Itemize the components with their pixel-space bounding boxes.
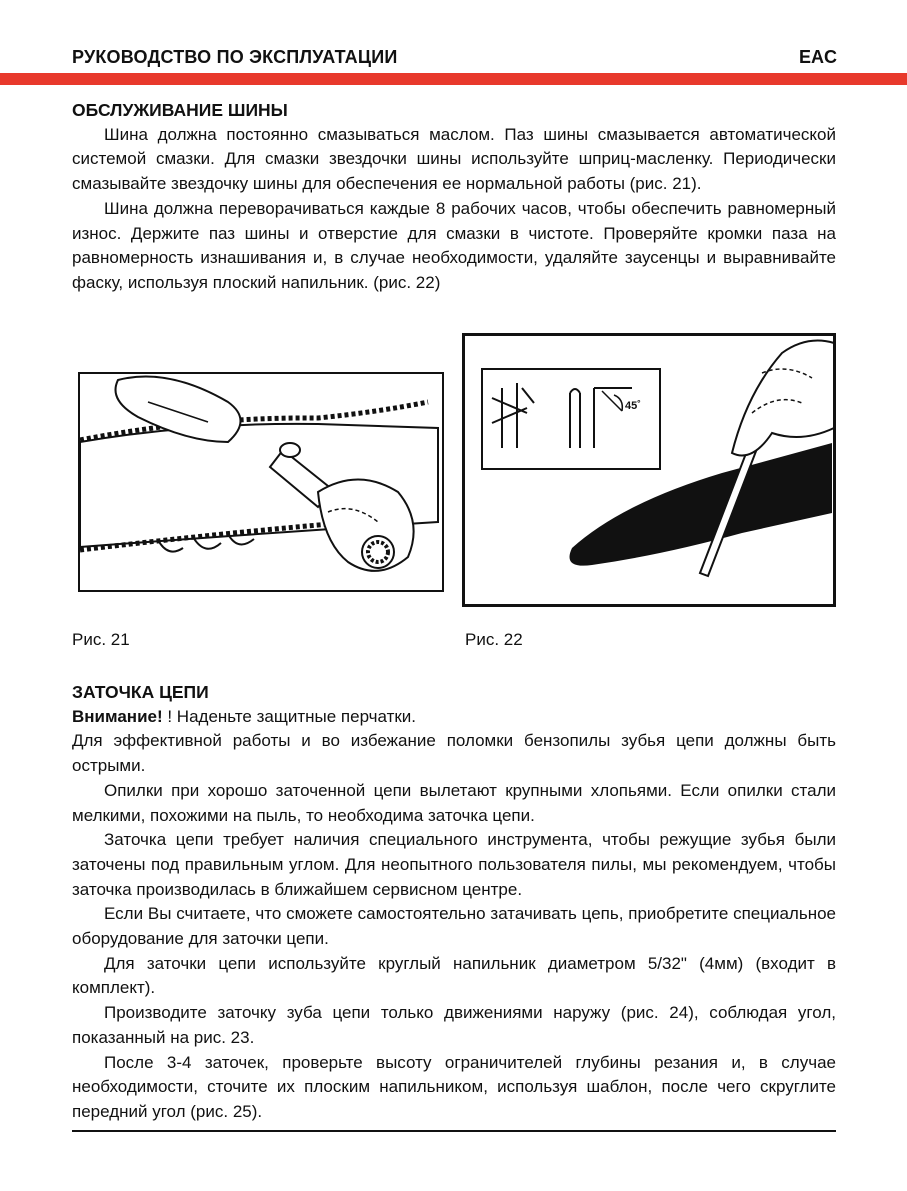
- angle-label: 45˚: [625, 400, 641, 412]
- footer-rule: [72, 1130, 836, 1132]
- certification-mark: EAC: [798, 47, 837, 67]
- section-bar-maintenance: [72, 98, 836, 296]
- paragraph: Шина должна постоянно смазываться маслом. Паз шины смазывается автоматической системой смазки. Для смазки звездочки шины используйте шприц-масленку. Периодически смазывайте звездочку шины для обеспечения ее нормальной работы (рис. 21).: [72, 124, 836, 194]
- warning-label: Внимание!: [72, 706, 163, 726]
- header-accent-bar: [0, 73, 907, 85]
- paragraph: Для эффективной работы и во избежание поломки бензопилы зубья цепи должны быть острыми.: [72, 731, 836, 776]
- section-heading: ЗАТОЧКА ЦЕПИ: [72, 682, 209, 702]
- warning-line: [72, 705, 836, 730]
- paragraph: Если Вы считаете, что сможете самостоятельно затачивать цепь, приобретите специальное оборудование для заточки цепи.: [72, 904, 836, 949]
- figure-21-caption: Рис. 21: [72, 630, 130, 649]
- page-header-title: РУКОВОДСТВО ПО ЭКСПЛУАТАЦИИ: [72, 47, 398, 67]
- paragraph: Шина должна переворачиваться каждые 8 рабочих часов, чтобы обеспечить равномерный износ. Держите паз шины и отверстие для смазки в чистоте. Проверяйте кромки паза на равномерность изнашивания и, в случае необходимости, удаляйте заусенцы и выравнивайте фаску, используя плоский напильник. (рис. 22): [72, 198, 836, 292]
- paragraph: Опилки при хорошо заточенной цепи вылетают крупными хлопьями. Если опилки стали мелкими, похожими на пыль, то необходима заточка цепи.: [72, 780, 836, 825]
- figure-22-caption: Рис. 22: [465, 630, 523, 649]
- paragraph: Производите заточку зуба цепи только движениями наружу (рис. 24), соблюдая угол, показанный на рис. 23.: [72, 1003, 836, 1047]
- warning-text: ! Наденьте защитные перчатки.: [162, 706, 417, 726]
- section-heading: ОБСЛУЖИВАНИЕ ШИНЫ: [72, 100, 288, 120]
- figure-21-illustration: [78, 372, 444, 592]
- paragraph: После 3-4 заточек, проверьте высоту ограничителей глубины резания и, в случае необходимости, сточите их плоским напильником, используя шаблон, после чего скруглите передний угол (рис. 25).: [72, 1052, 836, 1121]
- figure-22-illustration: [462, 333, 836, 607]
- paragraph: Для заточки цепи используйте круглый напильник диаметром 5/32" (4мм) (входит в комплект).: [72, 953, 836, 998]
- section-chain-sharpening: [72, 680, 836, 1125]
- paragraph: Заточка цепи требует наличия специального инструмента, чтобы режущие зубья были заточены под правильным углом. Для неопытного пользователя пилы, мы рекомендуем, чтобы заточка производилась в ближайшем сервисном центре.: [72, 830, 836, 899]
